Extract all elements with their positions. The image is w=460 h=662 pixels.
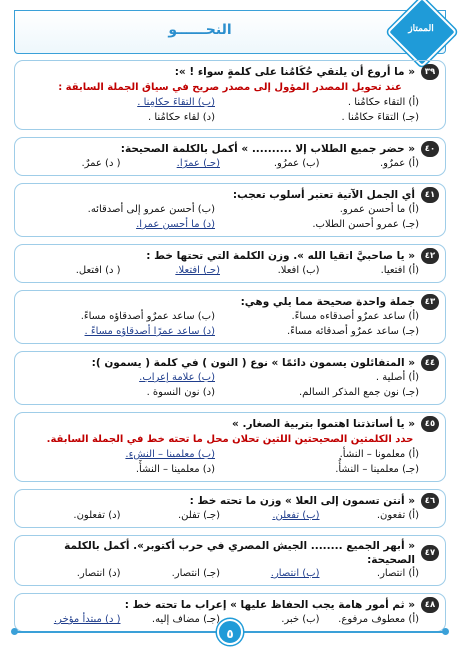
option[interactable]: (ب) عمرُو.	[273, 158, 320, 169]
option[interactable]: (د) نون النسوة .	[146, 387, 215, 398]
option[interactable]: (أ) أصلية .	[375, 372, 419, 383]
option[interactable]: (ب) افعلا.	[277, 265, 320, 276]
option[interactable]: (د) تفعلون.	[73, 510, 121, 521]
question-text: « حضر جميع الطلاب إلا .......... » أكمل بالكلمة الصحيحة:	[120, 143, 415, 155]
question-card	[14, 351, 446, 405]
question-card	[14, 489, 446, 528]
option[interactable]: (جـ) ساعد عمرٌو أصدقائه مساءً.	[286, 326, 419, 337]
question-number: ٤٢	[421, 248, 439, 264]
question-text: « يا أساتذتنا اهتموا بتربية الصغار. »	[232, 418, 415, 430]
option[interactable]: ( د) افتعل.	[75, 265, 121, 276]
option[interactable]: (جـ) التقاءَ حكامُنا .	[341, 112, 419, 123]
option[interactable]: (أ) ما أحسن عمرو.	[339, 204, 419, 215]
page-header	[14, 10, 446, 54]
option-correct[interactable]: (ب) انتصار.	[270, 568, 320, 579]
page-number: ٥	[217, 619, 243, 645]
option-correct[interactable]: (د) ما أحسن عمرا.	[136, 219, 215, 230]
question-subtext: حدد الكلمتين الصحيحتين اللتين تحلان محل ما تحته خط في الجملة السابقة.	[46, 434, 414, 445]
question-number: ٣٩	[421, 64, 439, 80]
option-correct[interactable]: (د) ساعد عمرًا أصدقاؤه مساءً .	[84, 326, 215, 337]
option[interactable]: (جـ) انتصار.	[171, 568, 220, 579]
option-correct[interactable]: (جـ) افتعلا.	[175, 265, 220, 276]
option[interactable]: (ب) أحسن عمرو إلى أصدقائه.	[87, 204, 215, 215]
option[interactable]: ( د) عمرٌ.	[81, 158, 121, 169]
question-text: « أبهر الجميع ........ الجيش المصري في حرب أكتوبر». أكمل بالكلمة الصحيحة:	[64, 540, 415, 566]
option-correct[interactable]: (ب) تفعلن.	[272, 510, 320, 521]
question-number: ٤١	[421, 187, 439, 203]
question-number: ٤٨	[421, 597, 439, 613]
option[interactable]: (أ) تفعون.	[376, 510, 419, 521]
logo-text: الممتاز	[408, 24, 434, 34]
option-correct[interactable]: (ب) معلمينا – النشءِ.	[125, 449, 215, 460]
option[interactable]: (د) معلمينا – النشأَ.	[135, 464, 215, 475]
question-text: « المتفائلون يسمون دائمًا » نوع ( النون ) في كلمة ( يسمون ):	[91, 357, 415, 369]
option[interactable]: (جـ) تفلن.	[177, 510, 220, 521]
question-number: ٤٤	[421, 355, 439, 371]
option-correct[interactable]: (ب) التقاءَ حكامِنا .	[137, 97, 215, 108]
questions-area	[14, 60, 446, 639]
option[interactable]: (ب) ساعد عمرٌو أصدقاؤه مساءً.	[80, 311, 215, 322]
option[interactable]: (أ) افتعيا.	[380, 265, 419, 276]
option[interactable]: (أ) معلمونا – النشأ.	[339, 449, 419, 460]
option[interactable]: (أ) التقاء حكامُنا .	[347, 97, 419, 108]
option-correct[interactable]: ( د) مبتدأ مؤخر.	[53, 614, 121, 625]
option[interactable]: (جـ) معلمينا – النشأُ.	[335, 464, 419, 475]
question-number: ٤٥	[421, 416, 439, 432]
question-text: أي الجمل الآتية تعتبر أسلوب تعجب:	[232, 189, 415, 201]
question-card	[14, 60, 446, 130]
option[interactable]: (ب) خبر.	[281, 614, 320, 625]
page-title: النحــــــو	[168, 22, 232, 38]
option[interactable]: (جـ) مضاف إليه.	[151, 614, 220, 625]
option[interactable]: (أ) عمرٌو.	[379, 158, 419, 169]
question-text: « ما أروع أن يلتقي حُكَامُنا على كلمةٍ سواء ! »:	[174, 66, 415, 78]
question-number: ٤٣	[421, 294, 439, 310]
question-number: ٤٧	[421, 545, 439, 561]
question-card	[14, 412, 446, 482]
footer-dot-left	[11, 628, 18, 635]
option[interactable]: (أ) ساعد عمرٌو أصدقاءه مساءً.	[291, 311, 419, 322]
question-number: ٤٦	[421, 493, 439, 509]
question-text: جملة واحدة صحيحة مما يلي وهي:	[240, 296, 415, 308]
question-card	[14, 244, 446, 283]
question-text: « يا صاحبيَّ اتقيا الله ». وزن الكلمة التي تحتها خط :	[146, 250, 415, 262]
question-card	[14, 535, 446, 586]
option[interactable]: (د) انتصار.	[76, 568, 121, 579]
question-subtext: عند تحويل المصدر المؤول إلى مصدر صريح في سياق الجملة السابقة :	[58, 82, 402, 93]
question-card	[14, 183, 446, 237]
option[interactable]: (جـ) نون جمع المذكر السالم.	[298, 387, 419, 398]
question-card	[14, 290, 446, 344]
question-number: ٤٠	[421, 141, 439, 157]
option-correct[interactable]: (ب) علامة إعراب.	[139, 372, 215, 383]
option[interactable]: (أ) انتصار.	[376, 568, 419, 579]
question-text: « ثم أمور هامة يجب الحفاظ عليها » إعراب ما تحته خط :	[124, 599, 415, 611]
option-correct[interactable]: (جـ) عمرًا.	[176, 158, 220, 169]
option[interactable]: (أ) معطوف مرفوع.	[338, 614, 419, 625]
footer-dot-right	[442, 628, 449, 635]
question-text: « أنتن تسمون إلى العلا » وزن ما تحته خط :	[189, 495, 415, 507]
option[interactable]: (د) لقاء حكامُنا .	[148, 112, 215, 123]
question-card	[14, 137, 446, 176]
option[interactable]: (جـ) عمرو أحسن الطلاب.	[312, 219, 419, 230]
